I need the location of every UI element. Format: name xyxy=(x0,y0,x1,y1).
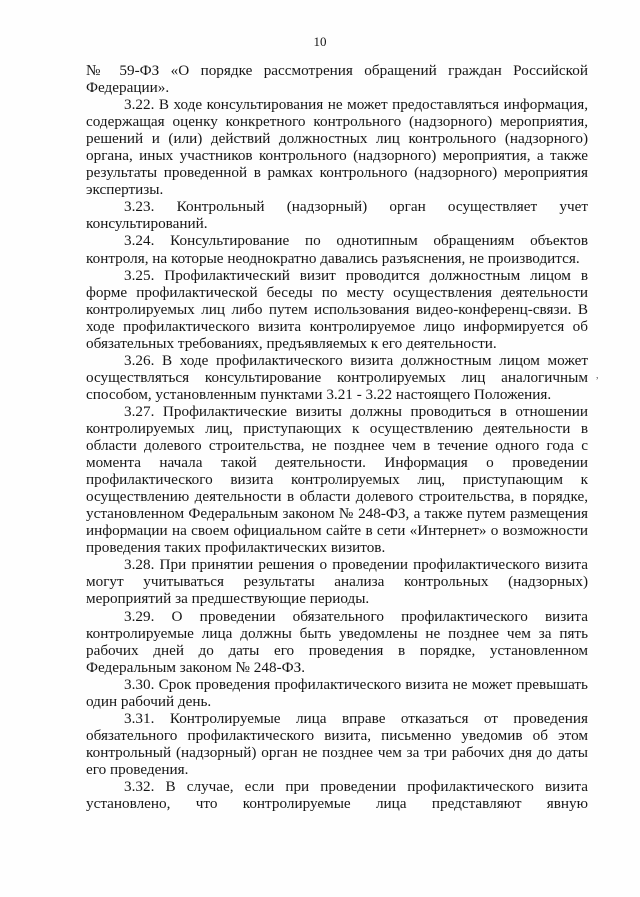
scan-mark: , xyxy=(596,370,599,381)
paragraph-3-24: 3.24. Консультирование по однотипным обращениям объектов контроля, на которые неоднократно давались разъяснения, не производится. xyxy=(86,232,588,267)
paragraph-3-32: 3.32. В случае, если при проведении профилактического визита установлено, что контролируемые лица представляют явную xyxy=(86,777,588,813)
paragraph-continuation: № 59-ФЗ «О порядке рассмотрения обращений граждан Российской Федерации». xyxy=(86,62,588,97)
paragraph-3-22: 3.22. В ходе консультирования не может предоставляться информация, содержащая оценку конкретного контрольного (надзорного) мероприятия, решений и (или) действий должностных лиц контрольного (надзорного) органа, иных участников контрольного (надзорного) мероприятия, а также результаты проведенной в рамках контрольного (надзорного) мероприятия экспертизы. xyxy=(86,96,588,199)
page-number: 10 xyxy=(313,34,327,49)
paragraph-3-25: 3.25. Профилактический визит проводится должностным лицом в форме профилактической беседы по месту осуществления деятельности контролируемых лиц либо путем использования видео-конференц-связи. В ходе профилактического визита контролируемое лицо информируется об обязательных требованиях, предъявляемых к его деятельности. xyxy=(86,266,588,352)
paragraph-3-30: 3.30. Срок проведения профилактического визита не может превышать один рабочий день. xyxy=(86,675,588,710)
paragraph-3-29: 3.29. О проведении обязательного профилактического визита контролируемые лица должны быть уведомлены не позднее чем за пять рабочих дней до даты его проведения в порядке, установленном Федеральным законом № 248-ФЗ. xyxy=(86,607,588,676)
paragraph-3-31: 3.31. Контролируемые лица вправе отказаться от проведения обязательного профилактического визита, письменно уведомив об этом контрольный (надзорный) орган не позднее чем за три рабочих дня до даты его проведения. xyxy=(86,709,588,778)
paragraph-3-28: 3.28. При принятии решения о проведении профилактического визита могут учитываться результаты анализа контрольных (надзорных) мероприятий за предшествующие периоды. xyxy=(86,556,588,608)
paragraph-3-26: 3.26. В ходе профилактического визита должностным лицом может осуществляться консультирование контролируемых лиц аналогичным способом, установленным пунктами 3.21 - 3.22 настоящего Положения. xyxy=(86,351,588,403)
document-body xyxy=(86,62,588,812)
paragraph-3-23: 3.23. Контрольный (надзорный) орган осуществляет учет консультирований. xyxy=(86,198,588,233)
paragraph-3-27: 3.27. Профилактические визиты должны проводиться в отношении контролируемых лиц, приступающих к осуществлению деятельности в области долевого строительства, не позднее чем в течение одного года с момента начала такой деятельности. Информация о проведении профилактического визита контролируемых лиц, приступающим к осуществлению деятельности в области долевого строительства, в порядке, установленном Федеральным законом № 248-ФЗ, а также путем размещения информации на своем официальном сайте в сети «Интернет» о возможности проведения таких профилактических визитов. xyxy=(86,402,588,557)
